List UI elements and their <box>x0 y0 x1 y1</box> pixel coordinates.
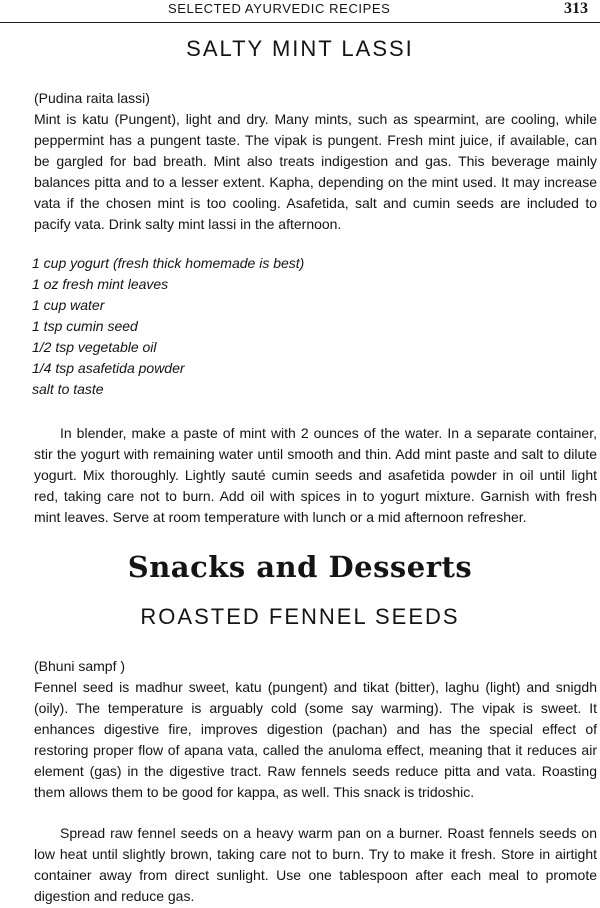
ingredient-item: 1 tsp cumin seed <box>32 318 138 334</box>
running-title: SELECTED AYURVEDIC RECIPES <box>168 1 391 16</box>
recipe-title-salty-mint-lassi: SALTY MINT LASSI <box>186 36 414 61</box>
recipe-title-roasted-fennel-seeds: ROASTED FENNEL SEEDS <box>140 604 460 629</box>
section-title: Snacks and Desserts <box>127 550 473 584</box>
ingredient-item: 1/4 tsp asafetida powder <box>32 360 185 376</box>
ingredient-item: 1/2 tsp vegetable oil <box>32 339 157 355</box>
recipe-subtitle: (Bhuni sampf ) <box>34 658 126 674</box>
recipe-instructions: Spread raw fennel seeds on a heavy warm pan on a burner. Roast fennels seeds on low heat until slightly brown, taking care not to burn. Try to make it fresh. Store in airtight container away from direct sunlight. Use one tablespoon after each meal to promote digestion and reduce gas. <box>34 825 597 904</box>
page-number: 313 <box>564 0 588 17</box>
ingredient-list <box>32 253 304 400</box>
running-header <box>0 0 600 23</box>
recipe-description: Fennel seed is madhur sweet, katu (pungent) and tikat (bitter), laghu (light) and snigdh (oily). The temperature is arguably cold (some say warming). The vipak is sweet. It enhances digestive fire, improves digestion (pachan) and has the special effect of restoring proper flow of apana vata, called the anuloma effect, meaning that it reduces air element (gas) in the digestive tract. Raw fennels seeds reduce pitta and vata. Roasting them allows them to be good for kappa, as well. This snack is tridoshic. <box>34 679 597 800</box>
recipe-subtitle: (Pudina raita lassi) <box>34 90 150 106</box>
recipe-instructions: In blender, make a paste of mint with 2 ounces of the water. In a separate container, stir the yogurt with remaining water until smooth and thin. Add mint paste and salt to dilute yogurt. Mix thoroughly. Lightly sauté cumin seeds and asafetida powder in oil until light red, taking care not to burn. Add oil with spices in to yogurt mixture. Garnish with fresh mint leaves. Serve at room temperature with lunch or a mid afternoon refresher. <box>34 425 597 525</box>
ingredient-item: salt to taste <box>32 381 104 397</box>
ingredient-item: 1 oz fresh mint leaves <box>32 276 169 292</box>
ingredient-item: 1 cup water <box>32 297 105 313</box>
ingredient-item: 1 cup yogurt (fresh thick homemade is best) <box>32 255 305 271</box>
recipe-description: Mint is katu (Pungent), light and dry. Many mints, such as spearmint, are cooling, while peppermint has a pungent taste. The vipak is pungent. Fresh mint juice, if available, can be gargled for bad breath. Mint also treats indigestion and gas. This beverage mainly balances pitta and to a lesser extent. Kapha, depending on the mint used. It may increase vata if the chosen mint is too cooling. Asafetida, salt and cumin seeds are included to pacify vata. Drink salty mint lassi in the afternoon. <box>34 111 597 232</box>
